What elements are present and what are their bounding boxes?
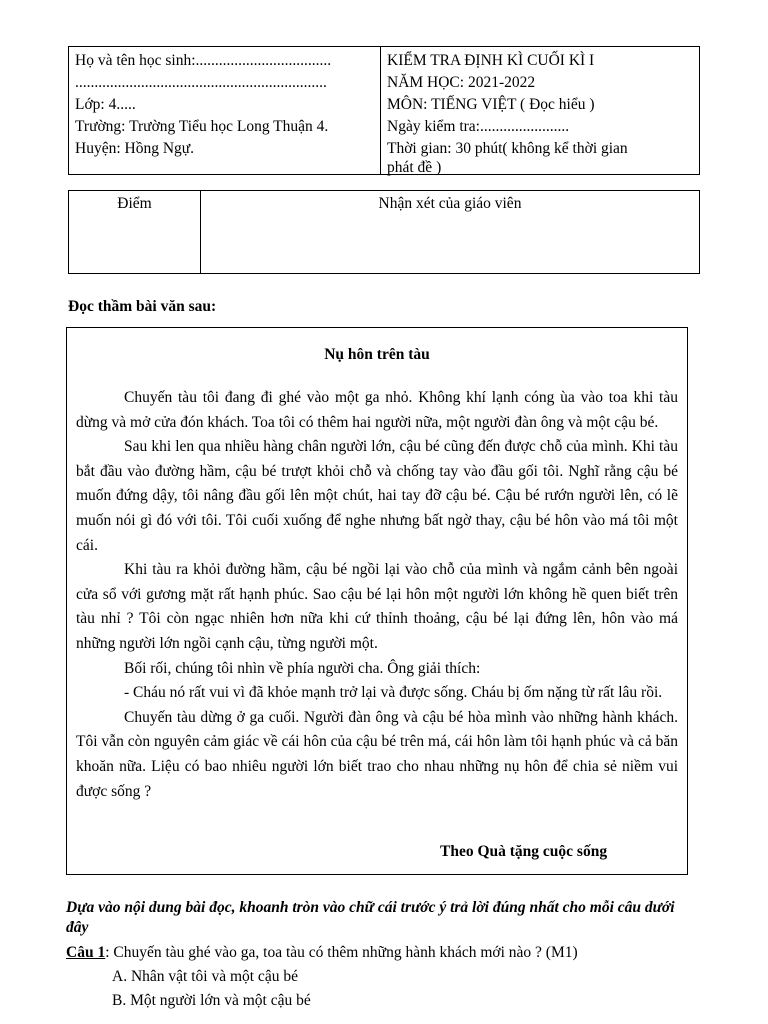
school-year: NĂM HỌC: 2021-2022 <box>387 74 536 91</box>
score-cell <box>68 190 201 274</box>
question-1-option-a[interactable]: A. Nhân vật tôi và một cậu bé <box>112 968 298 985</box>
district-line: Huyện: Hồng Ngự. <box>75 140 195 157</box>
questions-instruction: Dựa vào nội dung bài đọc, khoanh tròn vào chữ cái trước ý trả lời đúng nhất cho mỗi câu dưới đây <box>66 899 675 936</box>
passage-source: Theo Quà tặng cuộc sống <box>440 843 608 860</box>
score-label: Điểm <box>117 195 152 212</box>
comment-label: Nhận xét của giáo viên <box>378 195 522 212</box>
exam-date-line: Ngày kiểm tra:....................... <box>387 118 570 135</box>
passage-paragraph: Khi tàu ra khỏi đường hầm, cậu bé ngồi lại vào chỗ của mình và ngắm cảnh bên ngoài cửa sổ với gương mặt rất hạnh phúc. Sao cậu bé lại hôn một người lớn không hề quen biết trên tàu nhỉ ? Tôi còn ngạc nhiên hơn nữa khi cứ thỉnh thoảng, cậu bé lại đứng lên, hôn vào má những người lớn ngồi cạnh cậu, từng người một. <box>76 561 678 652</box>
time-line-cont: phát đề ) <box>387 159 442 176</box>
comment-cell <box>200 190 700 274</box>
passage-paragraph: Chuyến tàu dừng ở ga cuối. Người đàn ông và cậu bé hòa mình vào những hành khách. Tôi vẫn còn nguyên cảm giác về cái hôn của cậu bé trên má, cái hôn làm tôi hạnh phúc và cả băn khoăn nữa. Liệu có bao nhiêu người lớn biết trao cho nhau những nụ hôn để chia sẻ niềm vui được sống ? <box>76 708 678 800</box>
exam-title: KIỂM TRA ĐỊNH KÌ CUỐI KÌ I <box>387 52 595 69</box>
passage-box <box>66 327 688 875</box>
header-box-right <box>380 46 700 175</box>
question-1-label: Câu 1 <box>66 944 106 961</box>
time-line: Thời gian: 30 phút( không kể thời gian <box>387 140 628 157</box>
passage-title: Nụ hôn trên tàu <box>324 346 430 363</box>
school-line: Trường: Trường Tiểu học Long Thuận 4. <box>75 118 329 135</box>
header-box-left <box>68 46 381 175</box>
passage-paragraph: Bối rối, chúng tôi nhìn về phía người cha. Ông giải thích: <box>124 659 481 677</box>
passage-paragraph: Chuyến tàu tôi đang đi ghé vào một ga nhỏ. Không khí lạnh cóng ùa vào toa khi tàu dừng và mở cửa đón khách. Toa tôi có thêm hai người nữa, một người đàn ông và một cậu bé. <box>76 389 678 431</box>
reading-instruction: Đọc thầm bài văn sau: <box>68 298 217 315</box>
student-name-dots: ................................................................. <box>75 74 327 91</box>
question-1-text: : Chuyến tàu ghé vào ga, toa tàu có thêm những hành khách mới nào ? (M1) <box>105 944 578 961</box>
passage-dialogue: - Cháu nó rất vui vì đã khỏe mạnh trở lại và được sống. Cháu bị ốm nặng từ rất lâu rồi. <box>124 684 663 702</box>
student-name-line: Họ và tên học sinh:................................... <box>75 52 332 69</box>
subject-line: MÔN: TIẾNG VIỆT ( Đọc hiểu ) <box>387 96 595 113</box>
class-line: Lớp: 4..... <box>75 96 136 113</box>
passage-paragraph: Sau khi len qua nhiều hàng chân người lớn, cậu bé cũng đến được chỗ của mình. Khi tàu bắt đầu vào đường hầm, cậu bé trượt khỏi chỗ và chống tay vào đầu gối tôi. Nghĩ rằng cậu bé muốn đứng dậy, tôi nâng đầu gối lên một chút, hai tay đỡ cậu bé. Cậu bé rướn người lên, có lẽ muốn nói gì đó với tôi. Tôi cuối xuống để nghe nhưng bất ngờ thay, cậu bé hôn vào má tôi một cái. <box>76 438 678 554</box>
question-1 <box>66 941 578 965</box>
question-1-option-b[interactable]: B. Một người lớn và một cậu bé <box>112 992 311 1009</box>
